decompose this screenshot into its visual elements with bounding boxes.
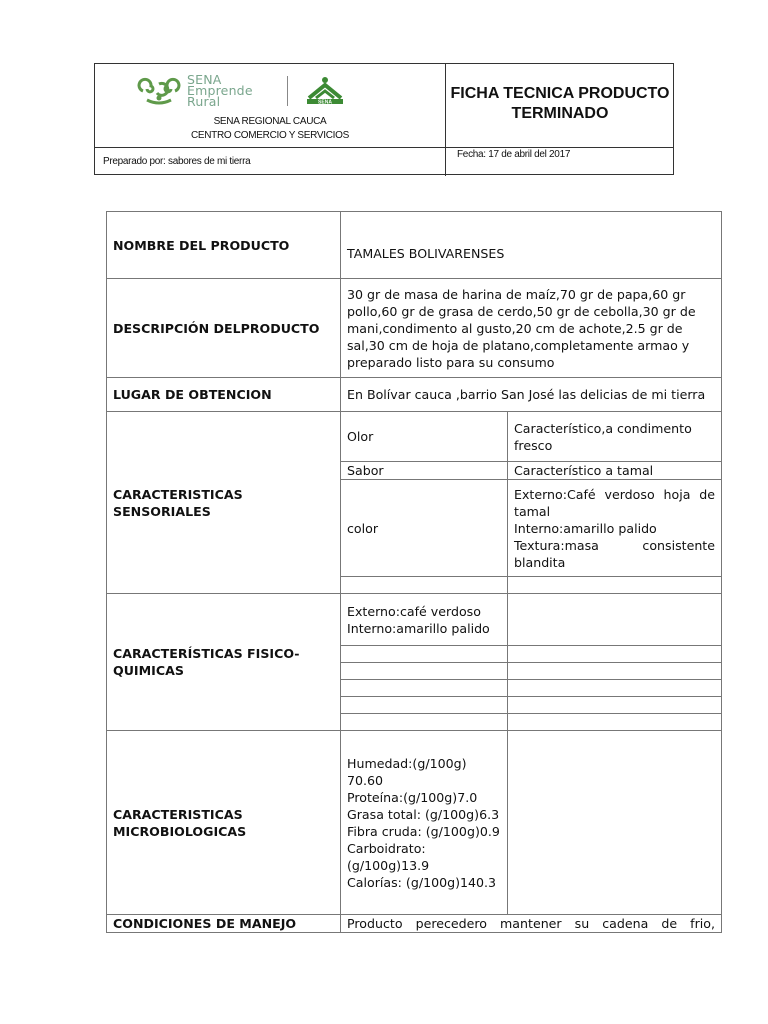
label-sensoriales: CARACTERISTICAS SENSORIALES — [107, 412, 341, 594]
sensorial-color-value: Externo:Café verdoso hoja de tamal Interno:amarillo palido Textura:masa consistente blandita — [508, 480, 722, 577]
table-row — [107, 915, 722, 933]
logo-separator — [287, 76, 288, 106]
label-nombre: NOMBRE DEL PRODUCTO — [107, 212, 341, 279]
sensorial-olor-value: Característico,a condimento fresco — [508, 412, 722, 462]
table-row — [107, 594, 722, 646]
document-date: Fecha: 17 de abril del 2017 — [457, 149, 571, 160]
label-manejo: CONDICIONES DE MANEJO — [107, 915, 341, 933]
sena-logo-icon — [305, 76, 345, 106]
table-row — [107, 378, 722, 412]
table-row — [107, 212, 722, 279]
swirl-logo-icon — [135, 76, 183, 106]
table-row — [107, 731, 722, 915]
empty-cell — [341, 697, 508, 714]
value-microbiologicas: Humedad:(g/100g) 70.60 Proteína:(g/100g)7.0 Grasa total: (g/100g)6.3 Fibra cruda: (g/100g)0.9 Carboidrato: (g/100g)13.9 Calorías: (g/100g)140.3 — [341, 731, 508, 915]
value-nombre: TAMALES BOLIVARENSES — [341, 212, 722, 279]
org-regional: SENA REGIONAL CAUCA — [213, 116, 327, 127]
empty-cell — [341, 646, 508, 663]
empty-cell — [508, 577, 722, 594]
empty-cell — [508, 663, 722, 680]
document-title: FICHA TECNICA PRODUCTO TERMINADO — [450, 85, 670, 122]
empty-cell — [508, 680, 722, 697]
sensorial-color-name: color — [341, 480, 508, 577]
sensorial-sabor-name: Sabor — [341, 462, 508, 480]
table-row — [107, 279, 722, 378]
sensorial-sabor-value: Característico a tamal — [508, 462, 722, 480]
sena-emprende-rural-logo — [135, 74, 375, 110]
logo-wordmark: SENA Emprende Rural — [187, 72, 253, 109]
value-lugar: En Bolívar cauca ,barrio San José las delicias de mi tierra — [341, 378, 722, 412]
value-descripcion: 30 gr de masa de harina de maíz,70 gr de papa,60 gr pollo,60 gr de grasa de cerdo,50 gr de cebolla,30 gr de mani,condimento al gusto,20 cm de achote,2.5 gr de sal,30 cm de hoja de platano,completamente armao y preparado listo para su consumo — [341, 279, 722, 378]
empty-cell — [341, 577, 508, 594]
label-microbiologicas: CARACTERISTICAS MICROBIOLOGICAS — [107, 731, 341, 915]
empty-cell — [341, 714, 508, 731]
value-manejo: Producto perecedero mantener su cadena de frio, — [341, 915, 722, 933]
table-row — [107, 412, 722, 462]
label-descripcion: DESCRIPCIÓN DELPRODUCTO — [107, 279, 341, 378]
document-header — [94, 63, 674, 175]
empty-cell — [341, 663, 508, 680]
empty-cell — [508, 646, 722, 663]
product-spec-table — [106, 211, 722, 933]
header-divider-horizontal — [95, 147, 673, 148]
empty-cell — [508, 731, 722, 915]
empty-cell — [341, 680, 508, 697]
label-lugar: LUGAR DE OBTENCION — [107, 378, 341, 412]
prepared-by: Preparado por: sabores de mi tierra — [103, 156, 251, 167]
org-centro: CENTRO COMERCIO Y SERVICIOS — [190, 130, 350, 141]
value-fisico-quimicas: Externo:café verdoso Interno:amarillo palido — [341, 594, 508, 646]
label-fisico-quimicas: CARACTERÍSTICAS FISICO-QUIMICAS — [107, 594, 341, 731]
empty-cell — [508, 594, 722, 646]
svg-text:SENA: SENA — [318, 99, 332, 106]
empty-cell — [508, 697, 722, 714]
sensorial-olor-name: Olor — [341, 412, 508, 462]
empty-cell — [508, 714, 722, 731]
